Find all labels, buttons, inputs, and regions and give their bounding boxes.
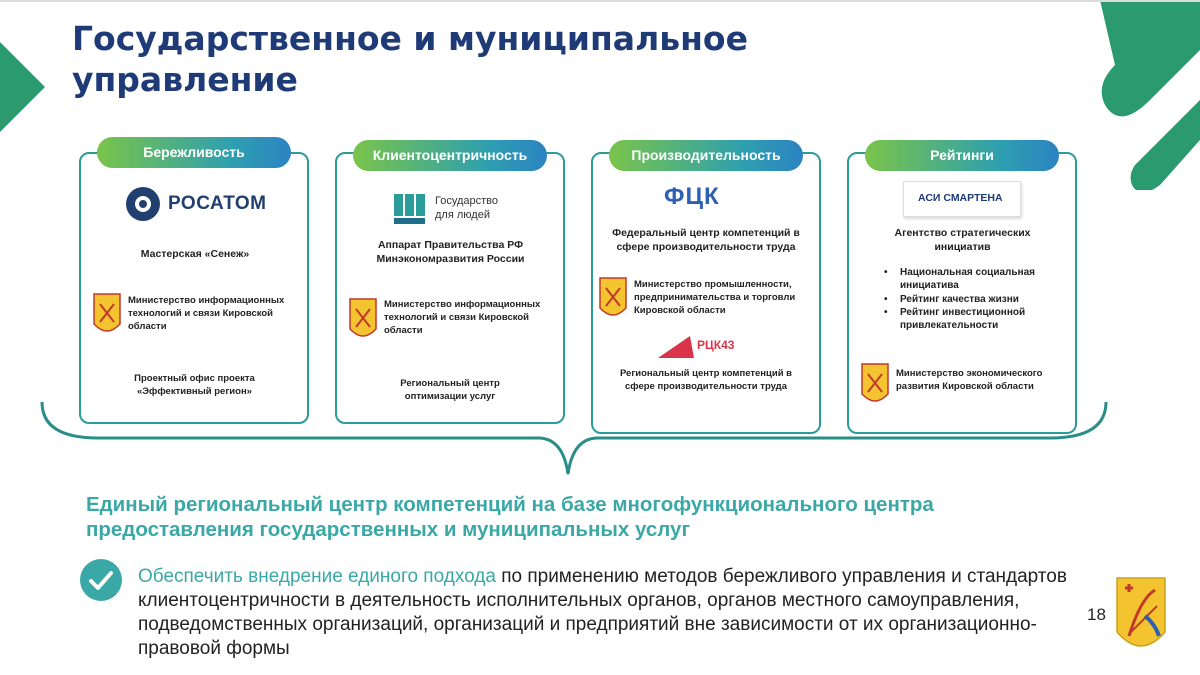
rck43-logo-icon [656,332,696,360]
card-lean-ministry: Министерство информационных технологий и связи Кировской области [128,295,285,332]
decor-stripes-right [1060,0,1200,190]
card-client-heading: Аппарат Правительства РФ Минэкономразвития России [376,239,525,265]
card-productivity-heading: Федеральный центр компетенций в сфере производительности труда [612,227,800,253]
rating-bullet-item: Национальная социальная инициатива [900,267,1035,291]
rating-bullet-item: Рейтинг инвестиционной привлекательности [900,307,1026,331]
coat-of-arms-icon [348,297,378,343]
pill-lean: Бережливость [97,137,291,168]
asi-logo-text: АСИ СМАРТЕНА [918,192,1003,204]
rating-bullet-item: Рейтинг качества жизни [900,294,1019,305]
kirov-coat-of-arms-icon [1115,576,1167,658]
card-ratings-ministry: Министерство экономического развития Кировской области [896,368,1043,392]
rating-bullet-dot: • [884,267,888,278]
rating-bullet-dot: • [884,294,888,305]
card-client-ministry: Министерство информационных технологий и связи Кировской области [384,299,541,336]
rosatom-logo-icon [125,186,161,222]
page-title: Государственное и муниципальное управление [72,19,748,99]
fck-logo: ФЦК [664,183,720,210]
page-number: 18 [1087,605,1106,624]
gov-for-people-logo-text: Государство для людей [435,195,499,221]
top-rule [0,0,1200,2]
rating-bullet-dot: • [884,307,888,318]
check-circle-icon [80,559,122,601]
decor-stripe-left [0,42,50,132]
pill-ratings: Рейтинги [865,140,1059,171]
pill-client: Клиентоцентричность [353,140,547,171]
bottom-text: по применению методов бережливого управления и стандартов клиентоцентричности в деятельность исполнительных органов, органов местного самоуправления, подведомственных организаций, организаций и предприятий вне зависимости от их организационно-правовой формы [138,566,1067,659]
card-productivity-footer: Региональный центр компетенций в сфере производительности труда [619,368,793,392]
card-lean-footer: Проектный офис проекта «Эффективный регион» [134,373,255,397]
card-ratings-heading: Агентство стратегических инициатив [894,227,1031,253]
bottom-statement [138,565,1078,661]
gov-for-people-logo-icon [392,192,428,226]
rck43-logo-text: РЦК43 [697,338,735,352]
card-lean-heading: Мастерская «Сенеж» [140,248,250,260]
coat-of-arms-icon [598,276,628,322]
coat-of-arms-icon [92,292,122,338]
curly-brace [38,398,1110,482]
rosatom-logo-text: РОСАТОМ [168,193,267,214]
card-client-footer: Региональный центр оптимизации услуг [400,378,500,402]
pill-productivity: Производительность [609,140,803,171]
bottom-highlight: Обеспечить внедрение единого подхода [138,566,496,587]
center-title: Единый региональный центр компетенций на базе многофункционального центра предоставления государственных и муниципальных услуг [86,493,934,541]
card-productivity-ministry: Министерство промышленности, предпринимательства и торговли Кировской области [634,279,796,316]
